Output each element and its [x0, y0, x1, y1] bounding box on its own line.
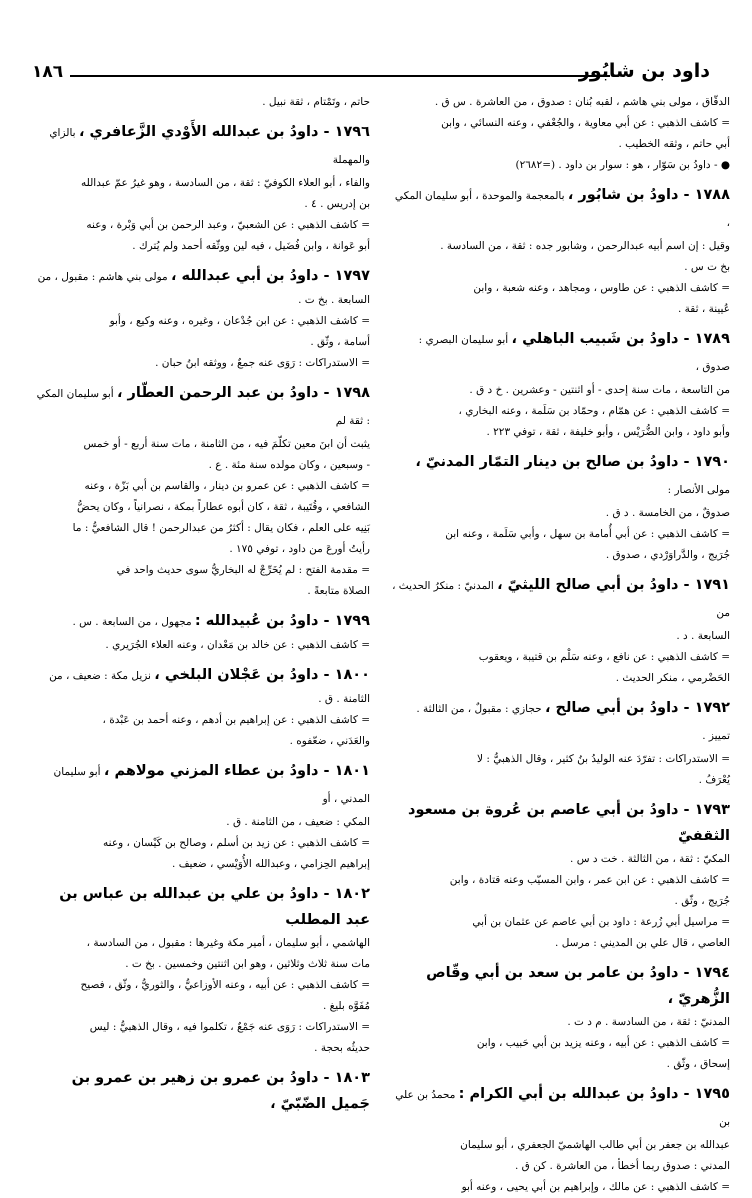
entry-text-line: = كاشف الذهبي : عن عمرو بن دينار ، والقاسم بن أبي بَزّة ، وعنه — [84, 480, 370, 492]
entry-text-line: يثبت أن ابنَ معين تكلّمَ فيه ، من الثامنة ، مات سنة أربع - أو خمس — [83, 438, 370, 450]
entry-heading-name: ١٨٠٢ - داودُ بن علي بن عبدالله بن عباس بن عبد المطلب — [59, 886, 370, 928]
entry-text-line: المكيّ : ثقة ، من الثالثة . خت د س . — [570, 853, 730, 865]
entry-heading — [392, 572, 730, 626]
entry-text-line: أسامة ، وثّق . — [310, 336, 370, 348]
entry-text-line: الدقّاق ، مولى بني هاشم ، لقبه بُنان : صدوق ، من العاشرة . س ق . — [434, 96, 730, 108]
entry-heading-description: نزيل مكة : ضعيف ، من — [49, 670, 155, 682]
entry-text-line: = الاستدراكات : رَوَى عنه جمعٌ ، ووثقه ابنُ حبان . — [155, 357, 370, 369]
entry-1803 — [30, 1065, 370, 1117]
entry-text-line: = كاشف الذهبي : عن ابن عمر ، وابن المسيّب وعنه قتادة ، وابن — [449, 874, 730, 886]
entry-1790 — [392, 449, 730, 566]
entry-text-line: = مقدمة الفتح : لم يُخَرِّجْ له البخاريُّ سوى حديث واحد في — [116, 564, 370, 576]
entry-text-line: = كاشف الذهبي : عن نافع ، وعنه سَلْم بن قتيبة ، ويعقوب — [478, 651, 730, 663]
entry-text-line: = كاشف الذهبي : عن الشعبيّ ، وعبد الرحمن بن أبي وَبْرة ، وعنه — [86, 219, 370, 231]
entry-text-line: الشافعي ، وقُتَيبة ، ثقة ، كان أبوه عطاراً بمكة ، نصرانياً ، وكان يحضُّ — [76, 501, 370, 513]
entry-text-line: = كاشف الذهبي : عن إبراهيم بن أدهم ، وعنه أحمد بن عَبْدة ، — [102, 714, 370, 726]
entry-text-line: إبراهيم الحِزامي ، وعبدالله الأُوَيْسي ، ضعيف . — [172, 858, 370, 870]
entry-text-line: السابعة . د . — [676, 630, 730, 642]
entry-text-line: = كاشف الذهبي : عن أبي معاوية ، والجُعْفي ، وعنه النسائي ، وابن — [441, 117, 730, 129]
entry-heading — [30, 119, 370, 173]
entry-text-line: حاتم ، وتَمْتام ، ثقة نبيل . — [262, 96, 370, 108]
entry-heading-description: حجازي : مقبولٌ ، من الثالثة . تمييز . — [416, 703, 730, 742]
entry-heading-name: ١٧٨٩ - داودُ بن شَبيب الباهلي ، — [511, 331, 730, 347]
entry-1794 — [392, 960, 730, 1075]
entry-heading — [30, 608, 370, 635]
entry-1799 — [30, 608, 370, 656]
entry-text-line: من التاسعة ، مات سنة إحدى - أو اثنتين - وعشرين . خ د ق . — [469, 384, 730, 396]
right-column — [392, 92, 730, 1193]
entry-heading-description: محمدُ بن علي بن — [395, 1089, 730, 1128]
entry-text-line: مُفَوَّه بليغ . — [322, 1000, 370, 1012]
entry-text-line: إسحاق ، وثّق . — [666, 1058, 730, 1070]
entry-text-line: المدنيّ : ثقة ، من السادسة . م د ت . — [567, 1016, 730, 1028]
entry-heading-description: بالمعجمة والموحدة ، أبو سليمان المكي ، — [394, 190, 730, 229]
entry-heading-name: ١٨٠١ - داودُ بن عطاء المزني مولاهم ، — [103, 763, 370, 779]
entry-text-line: أبو عَوانة ، وابن فُضَيل ، فيه لين ووثّقه أحمد ولم يُترك . — [132, 240, 370, 252]
entry-text-line: الحَضْرمي ، منكر الحديث . — [615, 672, 730, 684]
entry-heading-name: ١٧٩٦ - داودُ بن عبدالله الأَوْدي الزَّعافري ، — [78, 124, 370, 140]
entry-heading-description: أبو سليمان البصري : صدوق ، — [418, 334, 730, 373]
cont-1787 — [392, 92, 730, 176]
entry-heading-name: ١٧٩٧ - داودُ بن أبي عبدالله ، — [171, 268, 370, 284]
entry-text-line: = الاستدراكات : رَوَى عنه جَمْعٌ ، تكلموا فيه ، وقال الذهبيُّ : ليس — [89, 1021, 370, 1033]
entry-1796 — [30, 119, 370, 257]
entry-text-line: بخ ت س . — [684, 261, 730, 273]
cont-1795 — [30, 92, 370, 113]
entry-heading-name: ١٧٩٣ - داودُ بن أبي عاصم بن عُروة بن مسعود الثقفيّ — [408, 802, 730, 844]
entry-heading-name: ١٧٩٤ - داودُ بن عامر بن سعد بن أبي وقّاص الزُّهريّ ، — [426, 965, 730, 1007]
entry-text-line: المكي : ضعيف ، من الثامنة . ق . — [226, 816, 370, 828]
entry-heading — [392, 1081, 730, 1135]
entry-heading — [30, 662, 370, 689]
entry-text-line: = كاشف الذهبي : عن أبيه ، وعنه يزيد بن أبي حَبيب ، وابن — [476, 1037, 730, 1049]
entry-text-line: صدوقٌ ، من الخامسة . د ق . — [605, 507, 730, 519]
entry-text-line: الهاشمي ، أبو سليمان ، أمير مكة وغيرها : مقبول ، من السادسة ، — [86, 937, 370, 949]
entry-heading-name: ١٨٠٣ - داودُ بن عمرو بن زهير بن عمرو بن جَميل الضّبّيّ ، — [71, 1070, 370, 1112]
entry-heading — [30, 881, 370, 933]
entry-1788 — [392, 182, 730, 320]
header-rule — [70, 75, 610, 77]
entry-text-line: = كاشف الذهبي : عن مالك ، وإبراهيم بن أبي يحيى ، وعنه أبو — [461, 1181, 730, 1193]
page-number: ١٨٦ — [32, 62, 64, 82]
entry-text-line: والعَدَني ، ضعّفوه . — [289, 735, 370, 747]
entry-text-line: السابعة . بخ ت . — [298, 294, 370, 306]
entry-heading — [30, 380, 370, 434]
entry-heading — [30, 1065, 370, 1117]
entry-text-line: = كاشف الذهبي : عن ابن جُدْعان ، وغيره ، وعنه وكيع ، وأبو — [109, 315, 370, 327]
entry-heading-description: مولى الأنصار : — [667, 484, 730, 496]
entry-text-line: بن إدريس . ٤ . — [304, 198, 370, 210]
entry-text-line: جُرَيج ، وثّق . — [674, 895, 730, 907]
entry-1789 — [392, 326, 730, 443]
entry-heading-name: ١٧٩٩ - داودُ بن عُبيدالله : — [194, 613, 370, 629]
entry-heading-name: ١٧٩٨ - داودُ بن عبد الرحمن العطّار ، — [117, 385, 370, 401]
entry-text-line: عُيينة ، ثقة . — [677, 303, 730, 315]
entry-text-line: = الاستدراكات : تفرّدَ عنه الوليدُ بنُ كثير ، وقال الذهبيُّ : لا — [477, 753, 730, 765]
entry-heading — [392, 797, 730, 849]
entry-text-line: مات سنة ثلاث وثلاثين ، وهو ابن اثنتين وخمسين . بخ ت . — [125, 958, 370, 970]
entry-heading-name: ١٧٨٨ - داودُ بن شابُور ، — [567, 187, 730, 203]
entry-text-line: = كاشف الذهبي : عن همّام ، وحمّاد بن سَلَمة ، وعنه البخاري ، — [458, 405, 730, 417]
entry-heading-description: مولى بني هاشم : مقبول ، من — [37, 271, 171, 283]
entry-text-line: = كاشف الذهبي : عن أبي أُمامة بن سهل ، وأبي سَلَمة ، وعنه ابن — [445, 528, 730, 540]
entry-heading — [392, 182, 730, 236]
entry-heading-name: ١٧٩٠ - داودُ بن صالح بن دينار التمّار المدنيّ ، — [415, 454, 730, 470]
entry-heading — [392, 449, 730, 503]
entry-1798 — [30, 380, 370, 602]
entry-1802 — [30, 881, 370, 1059]
entry-text-line: = كاشف الذهبي : عن أبيه ، وعنه الأوزاعيُّ ، والثوريُّ ، وثّق ، فصيح — [80, 979, 370, 991]
entry-text-line: = كاشف الذهبي : عن خالد بن مَعْدان ، وعنه العلاء الجُرَيري . — [105, 639, 370, 651]
entry-text-line: أبي حاتم ، وثقه الخطيب . — [618, 138, 730, 150]
entry-heading-name: ١٧٩٢ - داودُ بن أبي صالح ، — [544, 700, 730, 716]
entry-text-line: والفاء ، أبو العلاء الكوفيّ : ثقة ، من السادسة ، وهو غيرُ عمّ عبدالله — [81, 177, 370, 189]
entry-heading — [392, 960, 730, 1012]
entry-text-line: = كاشف الذهبي : عن طاوس ، ومجاهد ، وعنه شعبة ، وابن — [473, 282, 730, 294]
entry-text-line: جُرَيج ، والدَّراوَرْدي ، صدوق . — [605, 549, 730, 561]
entry-1793 — [392, 797, 730, 954]
entry-heading-description: أبو سليمان المدني ، أو — [53, 766, 370, 805]
left-column — [30, 92, 370, 1112]
entry-text-line: وأبو داود ، وابن الضُّرَيْس ، وأبو خليفة ، ثقة ، توفي ٢٢٣ . — [486, 426, 730, 438]
running-title: داود بن شابُور — [578, 60, 710, 82]
entry-1795 — [392, 1081, 730, 1198]
entry-heading-description: أبو سليمان المكي : ثقة لم — [36, 388, 370, 427]
entry-text-line: = مراسيل أبي زُرعة : داود بن أبي عاصم عن عثمان بن أبي — [472, 916, 730, 928]
entry-text-line: المدني : صدوق ربما أخطأ ، من العاشرة . كن ق . — [514, 1160, 730, 1172]
page-header — [32, 60, 710, 90]
entry-text-line: = كاشف الذهبي : عن زيد بن أسلم ، وصالح بن كَيْسان ، وعنه — [103, 837, 370, 849]
entry-heading-description: بالزاي والمهملة — [49, 127, 370, 166]
entry-heading — [30, 263, 370, 290]
entry-1800 — [30, 662, 370, 752]
entry-text-line: العاصي ، قال علي بن المديني : مرسل . — [555, 937, 730, 949]
entry-text-line: الصلاة متابعةً . — [307, 585, 370, 597]
entry-text-line: الثامنة . ق . — [318, 693, 370, 705]
entry-heading — [392, 695, 730, 749]
entry-text-line: يُعْرَفُ . — [698, 774, 730, 786]
entry-heading-description: مجهول ، من السابعة . س . — [72, 616, 195, 628]
entry-heading-name: ١٨٠٠ - داودُ بن عَجْلان البلخي ، — [154, 667, 370, 683]
entry-heading-name: ١٧٩١ - داودُ بن أبي صالح الليثيّ ، — [497, 577, 730, 593]
entry-1797 — [30, 263, 370, 374]
entry-text-line: - وسبعين ، وكان مولده سنة مئة . ع . — [208, 459, 370, 471]
entry-text-line: بَنِيه على العلم ، فكان يقال : أكثرُ من عبدالرحمن ! قال الشافعيُّ : ما — [72, 522, 370, 534]
entry-text-line: رأيتُ أورعَ من داود ، توفي ١٧٥ . — [229, 543, 370, 555]
entry-heading — [392, 326, 730, 380]
entry-text-line: وقيل : إن اسم أبيه عبدالرحمن ، وشابور جده : ثقة ، من السادسة . — [440, 240, 730, 252]
entry-heading-name: ١٧٩٥ - داودُ بن عبدالله بن أبي الكرام : — [458, 1086, 730, 1102]
entry-1792 — [392, 695, 730, 791]
entry-heading — [30, 758, 370, 812]
entry-1791 — [392, 572, 730, 689]
entry-text-line: حديثُه بحجة . — [314, 1042, 370, 1054]
entry-text-line: عبدالله بن جعفر بن أبي طالب الهاشميّ الجعفري ، أبو سليمان — [460, 1139, 730, 1151]
entry-heading-description: المدنيّ : منكرُ الحديث ، من — [392, 580, 730, 619]
entry-text-line: ● - داودُ بن سَوّار ، هو : سوار بن داود . (=٢٦٨٢) — [515, 159, 730, 171]
entry-1801 — [30, 758, 370, 875]
